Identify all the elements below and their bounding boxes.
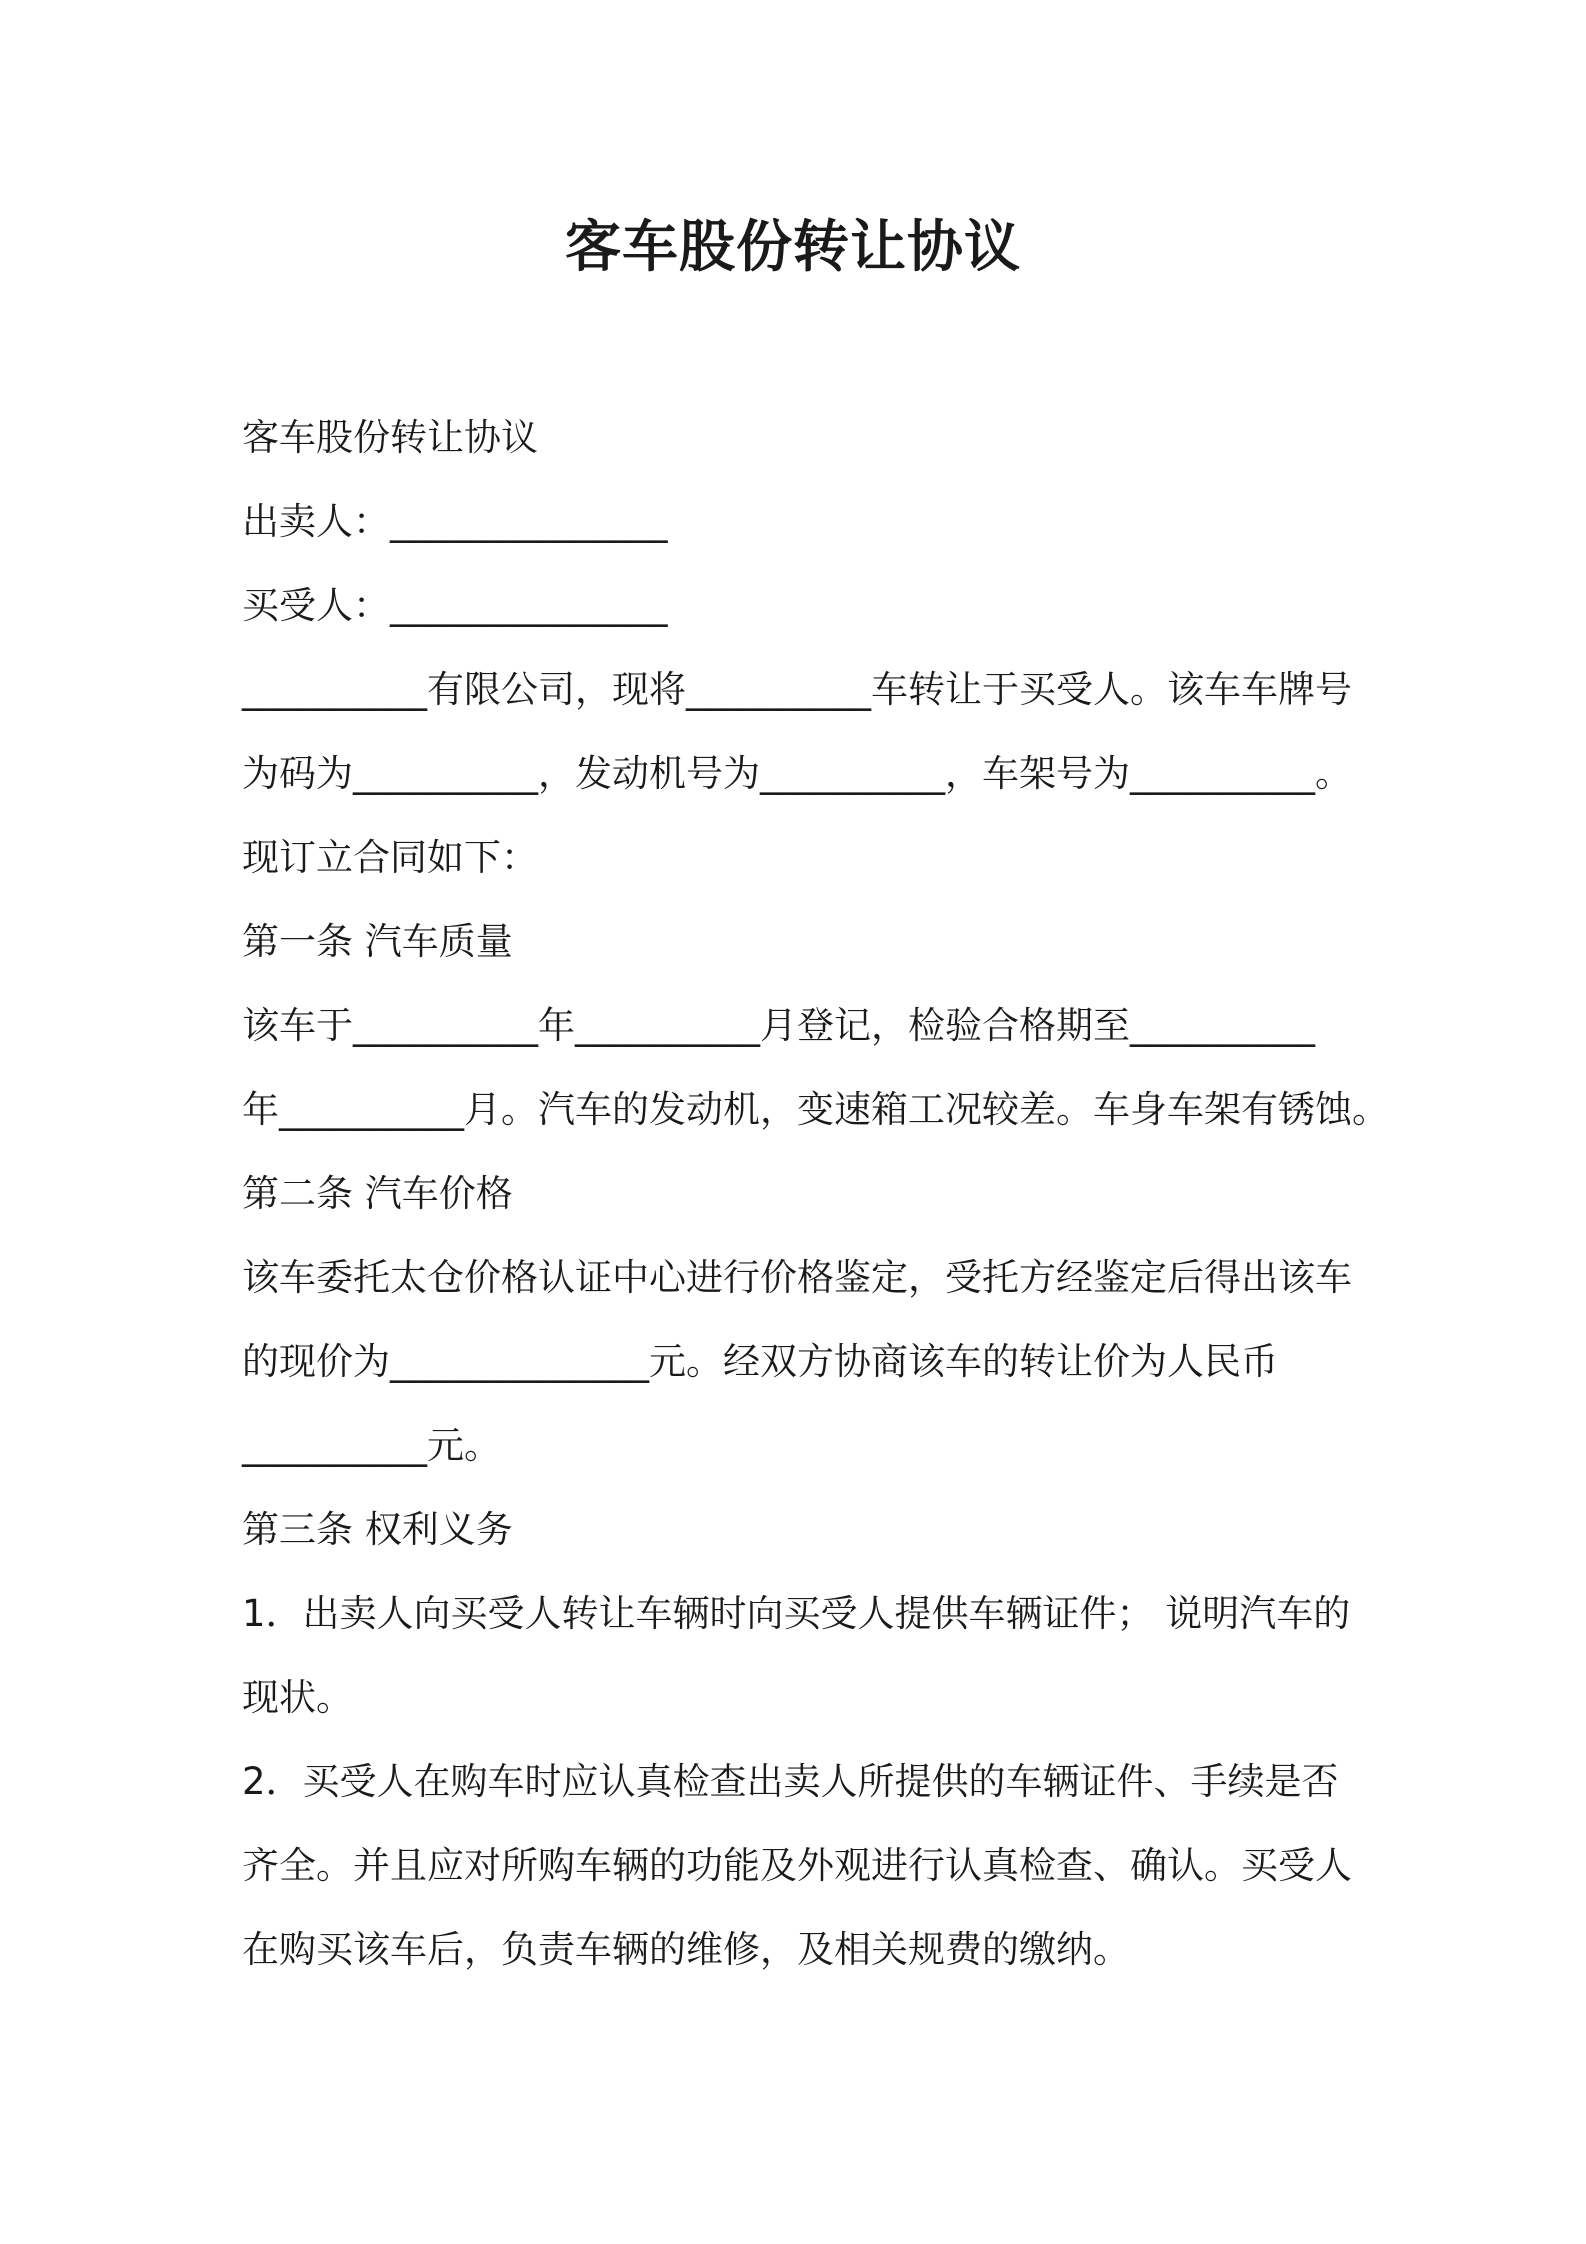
article-3-item-2: 在购买该车后，负责车辆的维修，及相关规费的缴纳。 bbox=[242, 1928, 1130, 1971]
intro-line: __________有限公司，现将__________车转让于买受人。该车车牌号 bbox=[242, 668, 1352, 711]
article-1-text: 年__________月。汽车的发动机，变速箱工况较差。车身车架有锈蚀。 bbox=[242, 1088, 1389, 1131]
article-1-text: 该车于__________年__________月登记，检验合格期至__________ bbox=[242, 1004, 1315, 1047]
article-3-heading: 第三条 权利义务 bbox=[242, 1508, 513, 1551]
article-3-item-2: 2．买受人在购车时应认真检查出卖人所提供的车辆证件、手续是否 bbox=[242, 1760, 1339, 1803]
buyer-field: 买受人：_______________ bbox=[242, 584, 668, 627]
document-title: 客车股份转让协议 bbox=[565, 215, 1021, 280]
intro-line: 现订立合同如下： bbox=[242, 836, 538, 879]
article-3-item-1: 现状。 bbox=[242, 1676, 353, 1719]
article-2-text: 的现价为______________元。经双方协商该车的转让价为人民币 bbox=[242, 1340, 1278, 1383]
article-3-item-2: 齐全。并且应对所购车辆的功能及外观进行认真检查、确认。买受人 bbox=[242, 1844, 1352, 1887]
article-2-heading: 第二条 汽车价格 bbox=[242, 1172, 513, 1215]
document-body bbox=[242, 396, 1389, 1992]
article-2-text: 该车委托太仓价格认证中心进行价格鉴定，受托方经鉴定后得出该车 bbox=[242, 1256, 1352, 1299]
article-1-heading: 第一条 汽车质量 bbox=[242, 920, 513, 963]
body-heading: 客车股份转让协议 bbox=[242, 416, 538, 459]
intro-line: 为码为__________，发动机号为__________，车架号为__________。 bbox=[242, 752, 1352, 795]
article-2-text: __________元。 bbox=[242, 1424, 501, 1467]
article-3-item-1: 1．出卖人向买受人转让车辆时向买受人提供车辆证件； 说明汽车的 bbox=[242, 1592, 1351, 1635]
seller-field: 出卖人：_______________ bbox=[242, 500, 668, 543]
